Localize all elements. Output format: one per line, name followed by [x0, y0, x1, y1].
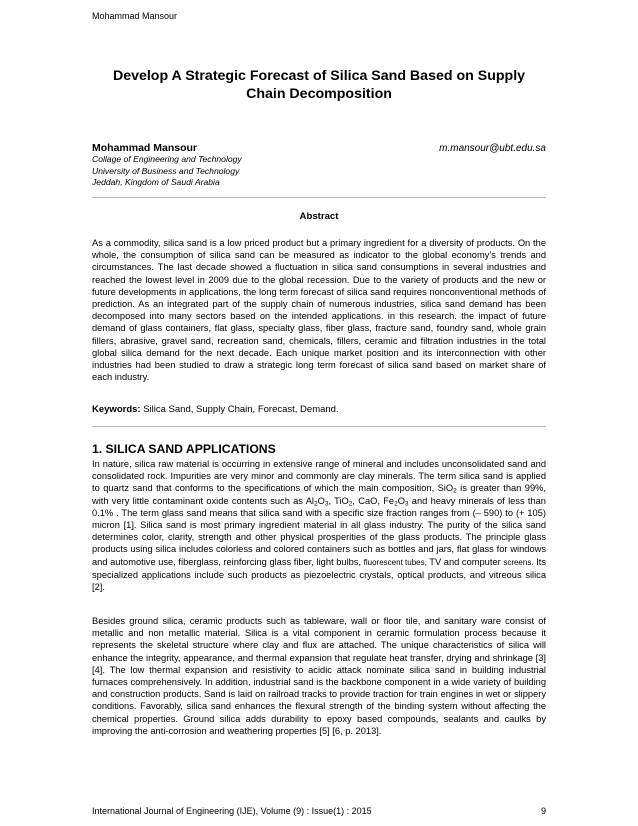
affiliation-line: Jeddah, Kingdom of Saudi Arabia	[92, 177, 220, 187]
affiliation-line: Collage of Engineering and Technology	[92, 154, 242, 164]
author-row	[92, 142, 546, 154]
paper-title	[92, 67, 546, 103]
page-footer	[92, 806, 546, 816]
keywords-text: Silica Sand, Supply Chain, Forecast, Demand.	[143, 404, 339, 415]
keywords-label: Keywords:	[92, 404, 141, 415]
divider	[92, 426, 546, 427]
keywords	[92, 404, 546, 415]
title-line: Chain Decomposition	[246, 86, 392, 102]
body-paragraph: Besides ground silica, ceramic products such as tableware, wall or floor tile, and sanitary ware consist of metallic and non metallic material. Silica is a vital component in ceramic formulation process because it represents the skeletal structure where clay and flux are attached. The unique characteristics of silica will enhance the integrity, appearance, and thermal expansion that regulate heat transfer, drying and shrinkage [3] [4]. The low thermal expansion and resistivity to acidic attack nominate silica sand in building industrial furnaces comprehensively. In addition, industrial sand is the backbone component in a wide variety of building and construction products. Sand is laid on railroad tracks to provide traction for train engines in wet or slippery conditions. Favorably, silica sand enhances the flexural strength of the binding system without affecting the chemical properties. Ground silica adds durability to epoxy based compounds, sealants and caulks by improving the anti-corrosion and weathering properties [5] [6, p. 2013].	[92, 616, 546, 736]
author-name: Mohammad Mansour	[92, 142, 198, 154]
abstract-heading: Abstract	[299, 211, 339, 222]
abstract-text: As a commodity, silica sand is a low priced product but a primary ingredient for a diversity of products. On the whole, the consumption of silica sand can be measured as indicator to the global economy’s trends and circumstances. The last decade showed a fluctuation in silica sand consumptions in several industries and reached the lowest level in 2009 due to the global recession. Due to the variety of products and the new or future developments in applications, the long term forecast of silica sand requires nonconventional methods of prediction. As an integrated part of the supply chain of numerous industries, silica sand demand has been decomposed into many sectors based on the intended applications. in this research. the impact of future demand of glass containers, flat glass, specialty glass, fiber glass, fracture sand, foundry sand, whole grain fillers, abrasive, gravel sand, recreation sand, chemicals, fillers, ceramic and filtration industries in the total global silica demand for the next decade. Each unique market position and its interconnection with other industries had been studied to draw a strategic long term forecast of silica sand based on market share of each industry.	[92, 238, 546, 383]
page-number: 9	[540, 806, 546, 816]
affiliation-line: University of Business and Technology	[92, 165, 240, 176]
author-email: m.mansour@ubt.edu.sa	[439, 143, 546, 154]
author-block	[92, 142, 546, 189]
title-line: Develop A Strategic Forecast of Silica Sand Based on Supply	[112, 68, 526, 84]
section-heading: 1. SILICA SAND APPLICATIONS	[92, 442, 276, 456]
journal-citation: International Journal of Engineering (IJE), Volume (9) : Issue(1) : 2015	[92, 806, 372, 816]
divider	[92, 197, 546, 198]
body-paragraph: In nature, silica raw material is occurring in extensive range of mineral and includes unconsolidated sand and consolidated rock. Impurities are very minor and commonly are clay minerals. The term silica sand is applied to quartz sand that conforms to the specifications of which the main composition, SiO$_2$ is greater than 99%, with very little contaminant oxide contents such as $Al_2O_3$, TiO$_2$, CaO, $Fe_2O_3$ and heavy minerals of less than 0.1% . The term glass sand means that silica sand with a specific size fraction ranges from (– 590) to (+ 105) micron [1]. Silica sand is most primary ingredient material in all glass industry. The purity of the silica sand determines color, clarity, strength and other physical prosperities of the glass products. The principle glass products using silica includes colorless and colored containers such as bottles and jars, flat glass for windows and automotive use, fiberglass, reinforcing glass fiber, light bulbs, fluorescent tubes, TV and computer screens. Its specialized applications include such products as piezoelectric crystals, optical products, and vitreous silica [2].	[92, 459, 546, 593]
running-header: Mohammad Mansour	[92, 11, 178, 21]
